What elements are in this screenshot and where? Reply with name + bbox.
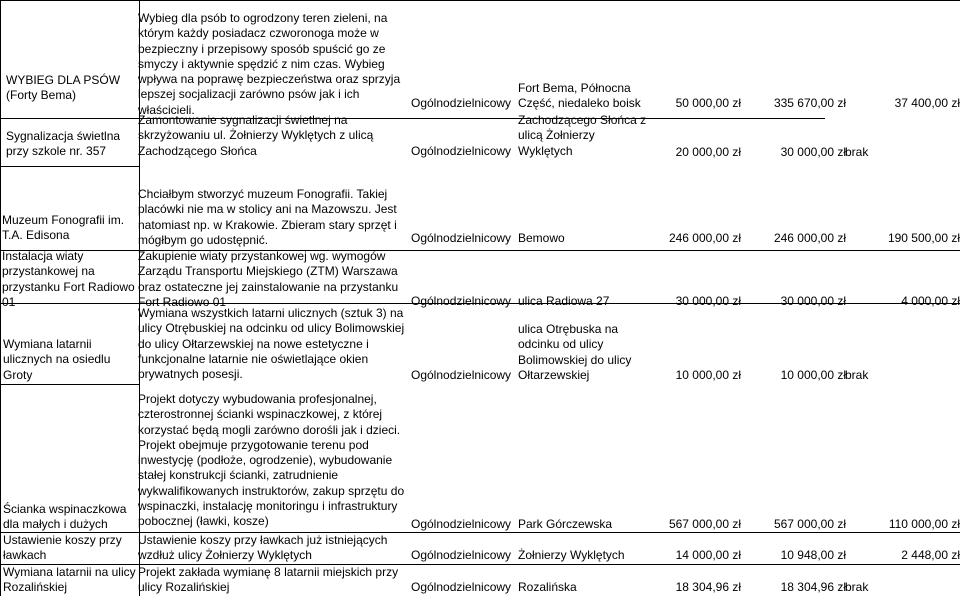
table-row-2-cost: 20 000,00 zł — [675, 145, 741, 159]
table-row-4-name: Instalacja wiaty przystankowej na przystanku Fort Radiowo 01 — [2, 249, 135, 309]
table-row-6-extra: 110 000,00 zł — [888, 517, 960, 531]
table-row-3-description: Chciałbym stworzyć muzeum Fonografii. Takiej placówki nie ma w stolicy ani na Mazowszu. Jest natomiast np. w Krakowie. Zbieram stary sprzęt i mógłbym go udostępnić. — [138, 187, 397, 247]
table-row-3-location: Bemowo — [518, 231, 565, 245]
table-row-2-type: Ogólnodzielnicowy — [411, 144, 512, 158]
table-row-7-total: 10 948,00 zł — [780, 548, 846, 562]
table-row-2-extra: brak — [845, 145, 869, 159]
table-row-1-extra: 37 400,00 zł — [894, 96, 960, 110]
table-row-7-description: Ustawienie koszy przy ławkach już istniejących wzdłuż ulicy Żołnierzy Wyklętych — [138, 533, 388, 563]
table-row-5-description: Wymiana wszystkich latarni ulicznych (sztuk 3) na ulicy Otrębuskiej na odcinku od ulicy Bolimowskiej do ulicy Ołtarzewskiej na nowe estetyczne i funkcjonalne latarnie nie oświetlające okien prywatnych posesji. — [138, 306, 405, 382]
table-row-7-type: Ogólnodzielnicowy — [411, 548, 512, 562]
table-row-4-cost: 30 000,00 zł — [675, 294, 741, 308]
row-divider — [0, 118, 825, 119]
table-row-8-location: Rozalińska — [518, 580, 577, 594]
table-row-5-total: 10 000,00 zł — [780, 368, 846, 382]
table-row-1-location: Fort Bema, Północna Część, niedaleko boisk — [518, 81, 641, 111]
table-row-3-cost: 246 000,00 zł — [668, 231, 741, 245]
table-row-7-location: Żołnierzy Wyklętych — [518, 548, 625, 562]
table-row-8-extra: brak — [845, 580, 869, 594]
table-row-5-location: ulica Otrębuska na odcinku od ulicy Bolimowskiej do ulicy Ołtarzewskiej — [518, 322, 632, 382]
table-row-3-name: Muzeum Fonografii im. T.A. Edisona — [2, 213, 125, 243]
table-row-3-type: Ogólnodzielnicowy — [411, 231, 512, 245]
row-divider — [0, 0, 960, 1]
table-row-3-extra: 190 500,00 zł — [887, 231, 960, 245]
table-row-4-total: 30 000,00 zł — [780, 294, 846, 308]
table-row-6-type: Ogólnodzielnicowy — [411, 517, 512, 531]
table-row-6-total: 567 000,00 zł — [773, 517, 846, 531]
table-row-6-description: Projekt dotyczy wybudowania profesjonalnej, czterostronnej ścianki wspinaczkowej, z której korzystać będą mogli zarówno dorośli jak i dzieci. Projekt obejmuje przygotowanie terenu pod inwestycję (podłoże, ogrodzenie), wybudowanie stałej konstrukcji ścianki, zatrudnienie wykwalifikowanych instruktorów, zakup sprzętu do wspinaczki, instalację monitoringu i infrastruktury pobocznej (ławki, kosze) — [138, 392, 405, 529]
table-row-2-name: Sygnalizacja świetlna przy szkole nr. 357 — [6, 129, 121, 159]
column-divider — [0, 0, 1, 596]
table-row-8-type: Ogólnodzielnicowy — [411, 580, 512, 594]
table-row-5-cost: 10 000,00 zł — [675, 368, 741, 382]
table-row-7-extra: 2 448,00 zł — [901, 548, 960, 562]
table-row-7-cost: 14 000,00 zł — [675, 548, 741, 562]
table-row-1-type: Ogólnodzielnicowy — [411, 96, 512, 110]
row-divider — [0, 166, 140, 167]
table-row-2-total: 30 000,00 zł — [780, 145, 846, 159]
table-row-7-name: Ustawienie koszy przy ławkach — [3, 533, 122, 563]
table-row-4-location: ulica Radiowa 27 — [518, 294, 610, 308]
table-row-1-description: Wybieg dla psób to ogrodzony teren zieleni, na którym każdy posiadacz czworonoga może w bezpieczny i przepisowy sposób spuścić go ze smyczy i aktywnie spędzić z nim czas. Wybieg wpływa na poprawę bezpieczeństwa oraz sprzyja lepszej socjalizacji zarówno psów jak i ich właścicieli. — [138, 11, 401, 117]
table-row-4-type: Ogólnodzielnicowy — [411, 294, 512, 308]
table-row-3-total: 246 000,00 zł — [773, 231, 846, 245]
row-divider — [0, 384, 140, 385]
table-row-4-description: Zakupienie wiaty przystankowej wg. wymogów Zarządu Transportu Miejskiego (ZTM) Warszawa oraz ostateczne jej zainstalowanie na przystanku Fort Radiowo 01 — [138, 249, 399, 309]
table-row-1-name: WYBIEG DLA PSÓW (Forty Bema) — [6, 73, 121, 103]
table-row-2-location: Zachodzącego Słońca z ulicą Żołnierzy Wyklętych — [518, 113, 647, 158]
table-row-5-extra: brak — [845, 368, 869, 382]
table-row-6-location: Park Górczewska — [518, 517, 613, 531]
table-row-1-total: 335 670,00 zł — [773, 96, 846, 110]
table-row-8-cost: 18 304,96 zł — [675, 580, 741, 594]
table-row-6-cost: 567 000,00 zł — [668, 517, 741, 531]
table-row-8-name: Wymiana latarnii na ulicy Rozalińskiej — [3, 565, 136, 595]
table-row-8-description: Projekt zakłada wymianę 8 latarnii miejskich przy ulicy Rozalińskiej — [138, 565, 399, 595]
table-row-6-name: Ścianka wspinaczkowa dla małych i dużych — [3, 502, 127, 532]
table-row-5-type: Ogólnodzielnicowy — [411, 368, 512, 382]
table-row-5-name: Wymiana latarnii ulicznych na osiedlu Groty — [3, 337, 111, 382]
table-row-1-cost: 50 000,00 zł — [675, 96, 741, 110]
table-row-4-extra: 4 000,00 zł — [901, 294, 960, 308]
table-row-2-description: Zamontowanie sygnalizacji świetlnej na skrzyżowaniu ul. Żołnierzy Wyklętych z ulicą Zachodzącego Słońca — [138, 113, 374, 158]
table-row-8-total: 18 304,96 zł — [780, 580, 846, 594]
